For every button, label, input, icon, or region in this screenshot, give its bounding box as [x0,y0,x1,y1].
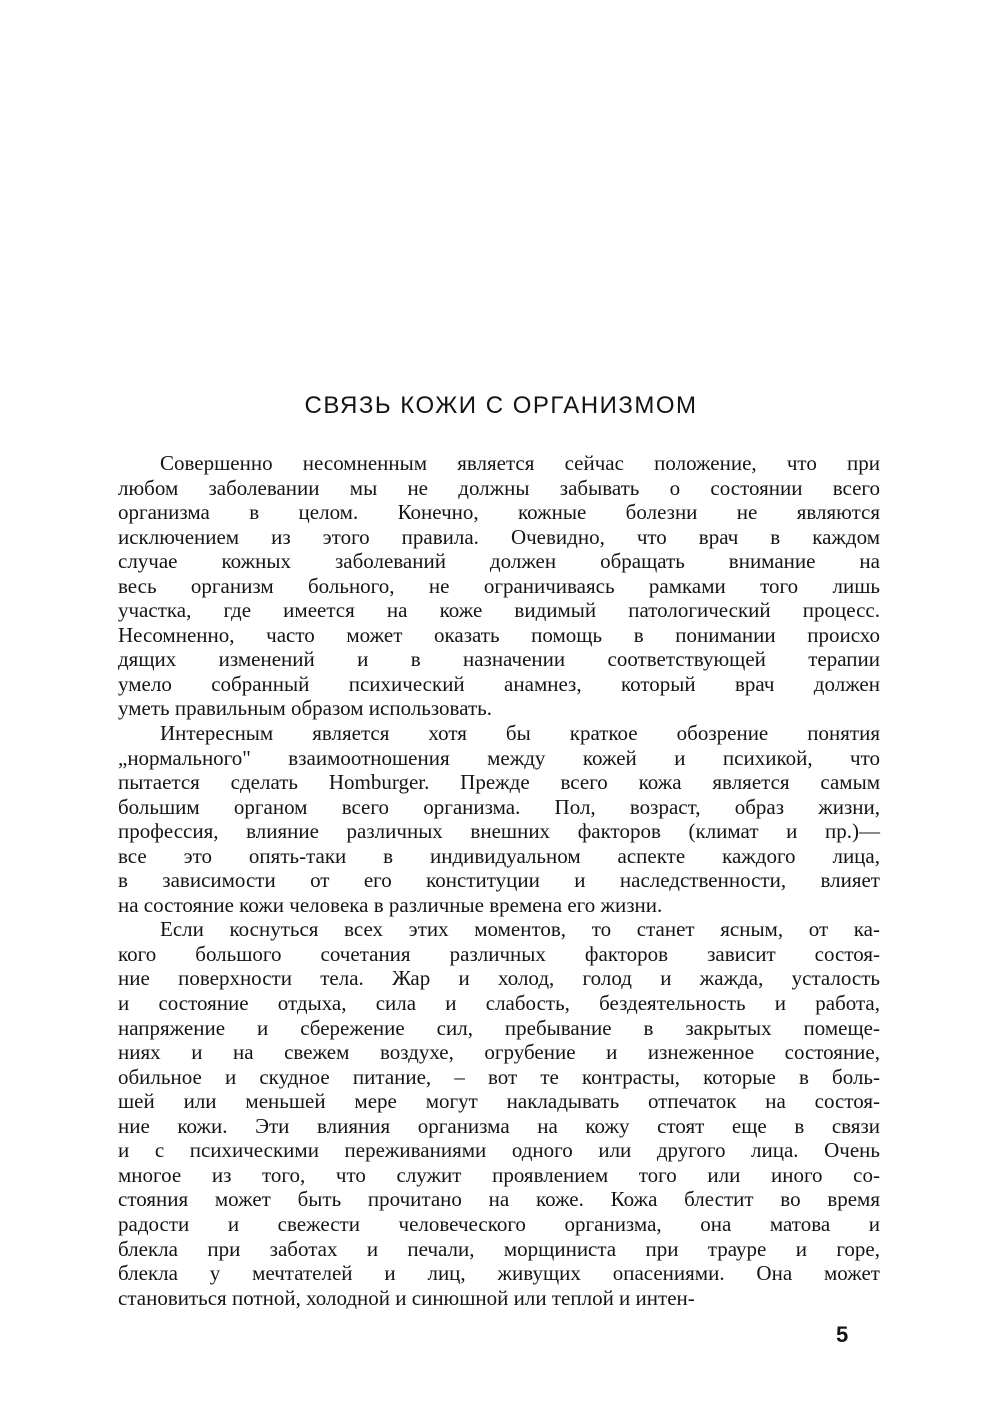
text-line: „нормального" взаимоотношения между кожей и психикой, что [118,745,880,770]
text-line: дящих изменений и в назначении соответствующей терапии [118,647,880,672]
paragraph [118,721,880,917]
text-line: блекла при заботах и печали, морщиниста при трауре и горе, [118,1236,880,1261]
text-line: организма в целом. Конечно, кожные болезни не являются [118,500,880,525]
text-line: обильное и скудное питание, – вот те контрасты, которые в боль- [118,1064,880,1089]
text-line: Интересным является хотя бы краткое обозрение понятия [160,721,880,746]
text-line: становиться потной, холодной и синюшной или теплой и интен- [118,1285,695,1310]
text-line: ниях и на свежем воздухе, огрубение и изнеженное состояние, [118,1040,880,1065]
text-line: напряжение и сбережение сил, пребывание в закрытых помеще- [118,1015,880,1040]
text-line: радости и свежести человеческого организма, она матова и [118,1211,880,1236]
paragraph [118,451,880,721]
paragraph [118,917,880,1310]
text-line: многое из того, что служит проявлением того или иного со- [118,1162,880,1187]
text-line: и состояние отдыха, сила и слабость, бездеятельность и работа, [118,991,880,1016]
text-line: случае кожных заболеваний должен обращать внимание на [118,549,880,574]
text-line: на состояние кожи человека в различные времена его жизни. [118,892,663,917]
text-line: Совершенно несомненным является сейчас положение, что при [160,451,880,475]
text-line: Если коснуться всех этих моментов, то станет ясным, от ка- [160,917,880,942]
text-line: весь организм больного, не ограничиваясь рамками того лишь [118,573,880,598]
text-line: участка, где имеется на коже видимый патологический процесс. [118,598,880,623]
text-line: исключением из этого правила. Очевидно, что врач в каждом [118,524,880,549]
text-line: кого большого сочетания различных факторов зависит состоя- [118,941,880,966]
text-line: стояния может быть прочитано на коже. Кожа блестит во время [118,1187,880,1212]
body-text [118,451,880,1310]
text-line: все это опять-таки в индивидуальном аспекте каждого лица, [118,843,880,868]
text-line: большим органом всего организма. Пол, возраст, образ жизни, [118,794,880,819]
text-line: и с психическими переживаниями одного или другого лица. Очень [118,1138,880,1163]
text-line: в зависимости от его конституции и наследственности, влияет [118,868,880,893]
text-line: умело собранный психический анамнез, который врач должен [118,671,880,696]
text-line: ние поверхности тела. Жар и холод, голод и жажда, усталость [118,966,880,991]
text-line: Несомненно, часто может оказать помощь в понимании происхо [118,622,880,647]
chapter-title: СВЯЗЬ КОЖИ С ОРГАНИЗМОМ [304,392,698,419]
text-line: уметь правильным образом использовать. [118,696,492,721]
text-line: шей или меньшей мере могут накладывать отпечаток на состоя- [118,1089,880,1114]
page-number: 5 [836,1322,849,1347]
text-line: профессия, влияние различных внешних факторов (климат и пр.)— [118,819,880,844]
text-line: пытается сделать Homburger. Прежде всего кожа является самым [118,770,880,795]
text-line: любом заболевании мы не должны забывать о состоянии всего [118,475,880,500]
text-line: блекла у мечтателей и лиц, живущих опасениями. Она может [118,1261,880,1286]
text-line: ние кожи. Эти влияния организма на кожу стоят еще в связи [118,1113,880,1138]
